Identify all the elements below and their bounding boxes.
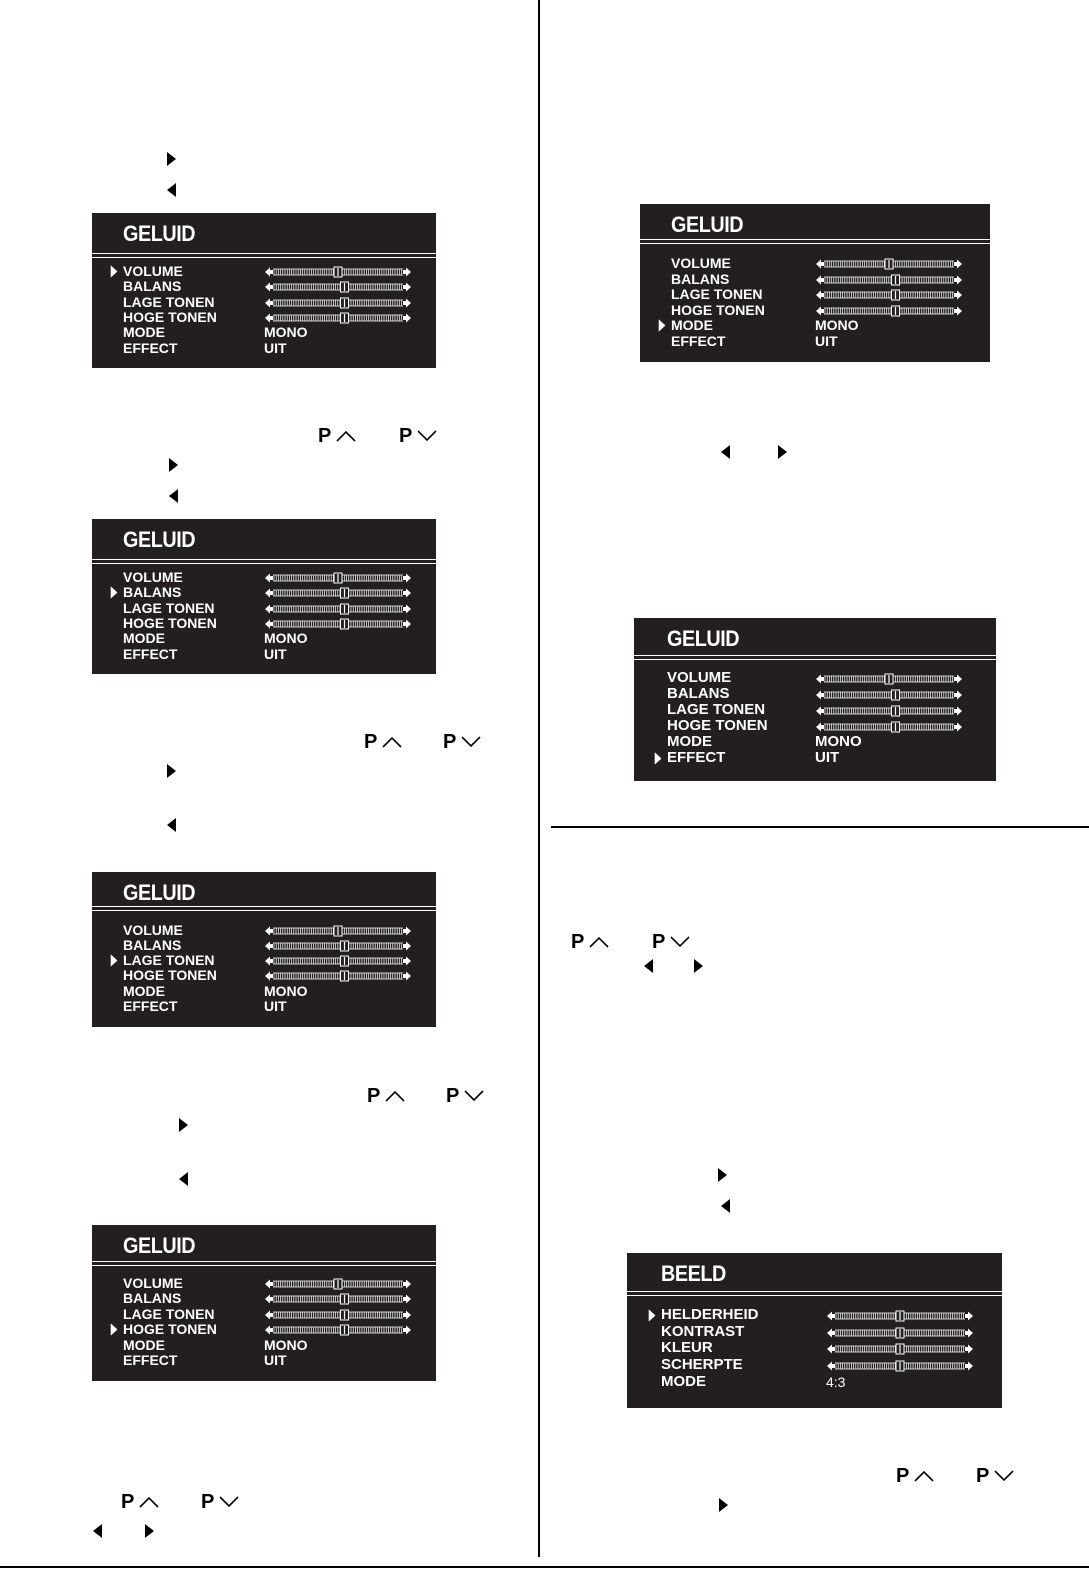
beeld-menu-helderheid-selected [627,1253,1002,1408]
menu-title: GELUID [667,626,740,651]
left-arrow-icon [644,959,653,973]
mode-value: MONO [264,1337,308,1353]
menu-title: GELUID [123,527,196,552]
menu-title: GELUID [671,212,744,237]
menu-item-mode: MODE 4:3 [661,1373,846,1390]
menu-item-volume: VOLUME [123,1275,416,1291]
menu-item-effect: EFFECT UIT [123,646,287,662]
chevron-down-icon [219,1495,239,1509]
menu-item-mode: MODE MONO [667,733,862,750]
menu-item-mode: MODE MONO [123,983,308,999]
menu-item-volume: VOLUME [123,922,416,938]
menu-rule [92,1265,436,1266]
menu-item-balans: BALANS [123,278,416,294]
menu-item-volume: VOLUME [123,569,416,585]
chevron-up-icon [382,735,402,749]
menu-item-volume: VOLUME [667,670,976,686]
menu-rule [640,239,990,240]
p-down-key: P [399,426,437,446]
menu-item-volume: VOLUME [671,255,970,271]
mode-value: MONO [264,983,308,999]
geluid-menu-volume-selected [92,213,436,368]
p-down-key: P [446,1086,484,1106]
selection-pointer-icon [110,586,118,604]
menu-item-hoge-tonen: HOGE TONEN [123,309,416,325]
menu-item-effect: EFFECT UIT [667,750,976,766]
effect-value: UIT [815,749,840,766]
right-arrow-icon [778,445,787,459]
menu-title: GELUID [123,221,196,246]
mode-value: 4:3 [826,1374,846,1390]
left-arrow-icon [167,818,176,832]
right-arrow-icon [167,152,176,166]
chevron-up-icon [914,1469,934,1483]
selection-pointer-icon [654,752,662,770]
menu-item-hoge-tonen: HOGE TONEN [671,302,970,318]
chevron-down-icon [461,735,481,749]
menu-item-lage-tonen: LAGE TONEN [123,952,416,968]
right-arrow-icon [169,458,178,472]
menu-title: GELUID [123,1233,196,1258]
mode-value: MONO [264,630,308,646]
geluid-menu-balans-selected [92,519,436,674]
menu-item-hoge-tonen: HOGE TONEN [123,967,416,983]
geluid-menu-lage-tonen-selected [92,872,436,1027]
menu-item-scherpte: SCHERPTE [661,1357,982,1373]
menu-item-volume: VOLUME [123,263,416,279]
menu-item-balans: BALANS [123,937,416,953]
p-up-key: P [571,932,609,952]
menu-item-helderheid: HELDERHEID [661,1307,982,1323]
menu-rule [92,910,436,911]
left-arrow-icon [721,1199,730,1213]
menu-item-effect: EFFECT UIT [123,340,287,356]
geluid-menu-hoge-tonen-selected [92,1225,436,1381]
chevron-down-icon [464,1089,484,1103]
selection-pointer-icon [110,1323,118,1341]
menu-item-mode: MODE MONO [123,630,308,646]
chevron-up-icon [139,1495,159,1509]
page-bottom-rule [0,1566,1089,1568]
p-down-key: P [652,932,690,952]
effect-value: UIT [264,1352,287,1368]
menu-item-kleur: KLEUR [661,1340,982,1356]
p-up-key: P [121,1492,159,1512]
menu-rule [92,1261,436,1262]
menu-item-kontrast: KONTRAST [661,1324,982,1340]
menu-item-balans: BALANS [667,686,976,702]
p-down-key: P [976,1466,1014,1486]
menu-item-hoge-tonen: HOGE TONEN [123,1321,416,1337]
menu-item-effect: EFFECT UIT [123,1352,287,1368]
right-arrow-icon [145,1524,154,1538]
left-arrow-icon [179,1172,188,1186]
chevron-up-icon [385,1089,405,1103]
menu-item-effect: EFFECT UIT [123,998,287,1014]
selection-pointer-icon [110,954,118,972]
selection-pointer-icon [658,319,666,337]
right-arrow-icon [179,1118,188,1132]
selection-pointer-icon [110,265,118,283]
menu-rule [634,655,996,656]
menu-item-mode: MODE MONO [123,1337,308,1353]
menu-item-lage-tonen: LAGE TONEN [667,702,976,718]
p-up-key: P [896,1466,934,1486]
chevron-down-icon [417,429,437,443]
menu-item-lage-tonen: LAGE TONEN [123,294,416,310]
menu-rule [640,243,990,244]
menu-item-balans: BALANS [123,584,416,600]
chevron-up-icon [589,935,609,949]
menu-item-hoge-tonen: HOGE TONEN [123,615,416,631]
left-arrow-icon [167,183,176,197]
effect-value: UIT [815,333,838,349]
mode-value: MONO [264,324,308,340]
chevron-down-icon [994,1469,1014,1483]
menu-rule [92,559,436,560]
left-arrow-icon [721,445,730,459]
right-arrow-icon [694,959,703,973]
p-down-key: P [201,1492,239,1512]
menu-item-hoge-tonen: HOGE TONEN [667,718,976,734]
menu-title: GELUID [123,880,196,905]
left-arrow-icon [169,489,178,503]
effect-value: UIT [264,646,287,662]
menu-item-effect: EFFECT UIT [671,333,838,349]
left-arrow-icon [93,1524,102,1538]
selection-pointer-icon [648,1309,656,1327]
p-up-key: P [364,732,402,752]
column-divider [538,0,540,1557]
menu-item-mode: MODE MONO [671,317,970,333]
p-up-key: P [318,426,356,446]
menu-rule [92,906,436,907]
right-arrow-icon [719,1498,728,1512]
menu-item-lage-tonen: LAGE TONEN [123,1306,416,1322]
menu-item-balans: BALANS [671,271,970,287]
p-up-key: P [367,1086,405,1106]
menu-rule [627,1291,1002,1292]
mode-value: MONO [815,317,859,333]
section-divider [551,826,1089,828]
menu-rule [627,1295,1002,1296]
menu-title: BEELD [661,1261,726,1286]
effect-value: UIT [264,998,287,1014]
geluid-menu-effect-selected [634,618,996,781]
p-down-key: P [443,732,481,752]
menu-rule [634,659,996,660]
right-arrow-icon [167,764,176,778]
menu-item-mode: MODE MONO [123,324,308,340]
menu-rule [92,253,436,254]
menu-item-lage-tonen: LAGE TONEN [123,600,416,616]
menu-rule [92,257,436,258]
right-arrow-icon [718,1168,727,1182]
menu-rule [92,563,436,564]
effect-value: UIT [264,340,287,356]
chevron-up-icon [336,429,356,443]
menu-item-balans: BALANS [123,1290,416,1306]
geluid-menu-mode-selected [640,204,990,362]
mode-value: MONO [815,733,862,750]
chevron-down-icon [670,935,690,949]
menu-item-lage-tonen: LAGE TONEN [671,286,970,302]
